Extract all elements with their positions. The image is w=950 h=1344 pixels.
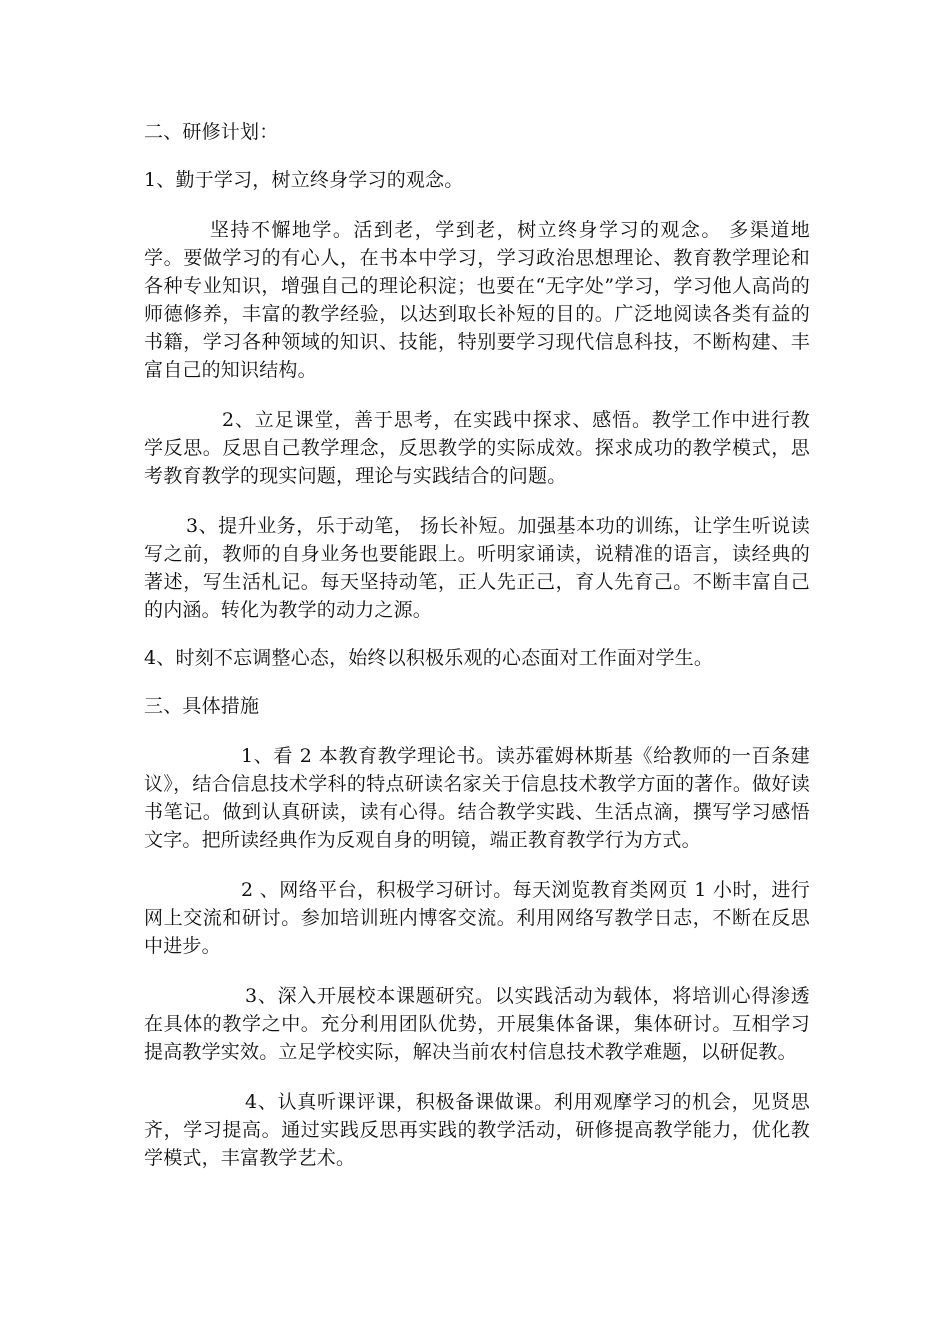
- measure3-paragraph: 3、深入开展校本课题研究。以实践活动为载体，将培训心得渗透在具体的教学之中。充分利用团队优势，开展集体备课，集体研讨。互相学习提高教学实效。立足学校实际，解决当前农村信息技术教学难题，以研促教。: [144, 985, 810, 1063]
- measure4-paragraph: 4、认真听课评课，积极备课做课。利用观摩学习的机会，见贤思齐，学习提高。通过实践反思再实践的教学活动，研修提高教学能力，优化教学模式，丰富教学艺术。: [144, 1091, 810, 1169]
- item4-paragraph: 4、时刻不忘调整心态，始终以积极乐观的心态面对工作面对学生。: [144, 647, 714, 669]
- section2-heading: 二、研修计划：: [144, 121, 279, 143]
- measure1-paragraph: 1、看 2 本教育教学理论书。读苏霍姆林斯基《给教师的一百条建议》，结合信息技术学科的特点研读名家关于信息技术教学方面的著作。做好读书笔记。做到认真研读，读有心得。结合教学实践、生活点滴，撰写学习感悟文字。把所读经典作为反观自身的明镜，端正教育教学行为方式。: [144, 745, 810, 851]
- measure2-paragraph: 2 、网络平台，积极学习研讨。每天浏览教育类网页 1 小时，进行网上交流和研讨。参加培训班内博客交流。利用网络写教学日志，不断在反思中进步。: [144, 879, 810, 957]
- item1-body: 坚持不懈地学。活到老，学到老，树立终身学习的观念。 多渠道地学。要做学习的有心人，在书本中学习，学习政治思想理论、教育教学理论和各种专业知识，增强自己的理论积淀；也要在“无字处”学习，学习他人高尚的师德修养，丰富的教学经验，以达到取长补短的目的。广泛地阅读各类有益的书籍，学习各种领域的知识、技能，特别要学习现代信息科技，不断构建、丰富自己的知识结构。: [144, 219, 810, 381]
- section3-heading: 三、具体措施: [144, 695, 260, 717]
- document-body: [144, 118, 810, 1172]
- item3-paragraph: 3、提升业务，乐于动笔， 扬长补短。加强基本功的训练，让学生听说读写之前，教师的自身业务也要能跟上。听明家诵读，说精准的语言，读经典的著述，写生活札记。每天坚持动笔，正人先正己，育人先育己。不断丰富自己的内涵。转化为教学的动力之源。: [144, 515, 810, 621]
- item2-paragraph: 2、立足课堂，善于思考，在实践中探求、感悟。教学工作中进行教学反思。反思自己教学理念，反思教学的实际成效。探求成功的教学模式，思考教育教学的现实问题，理论与实践结合的问题。: [144, 409, 810, 487]
- item1-title: 1、勤于学习，树立终身学习的观念。: [144, 169, 464, 191]
